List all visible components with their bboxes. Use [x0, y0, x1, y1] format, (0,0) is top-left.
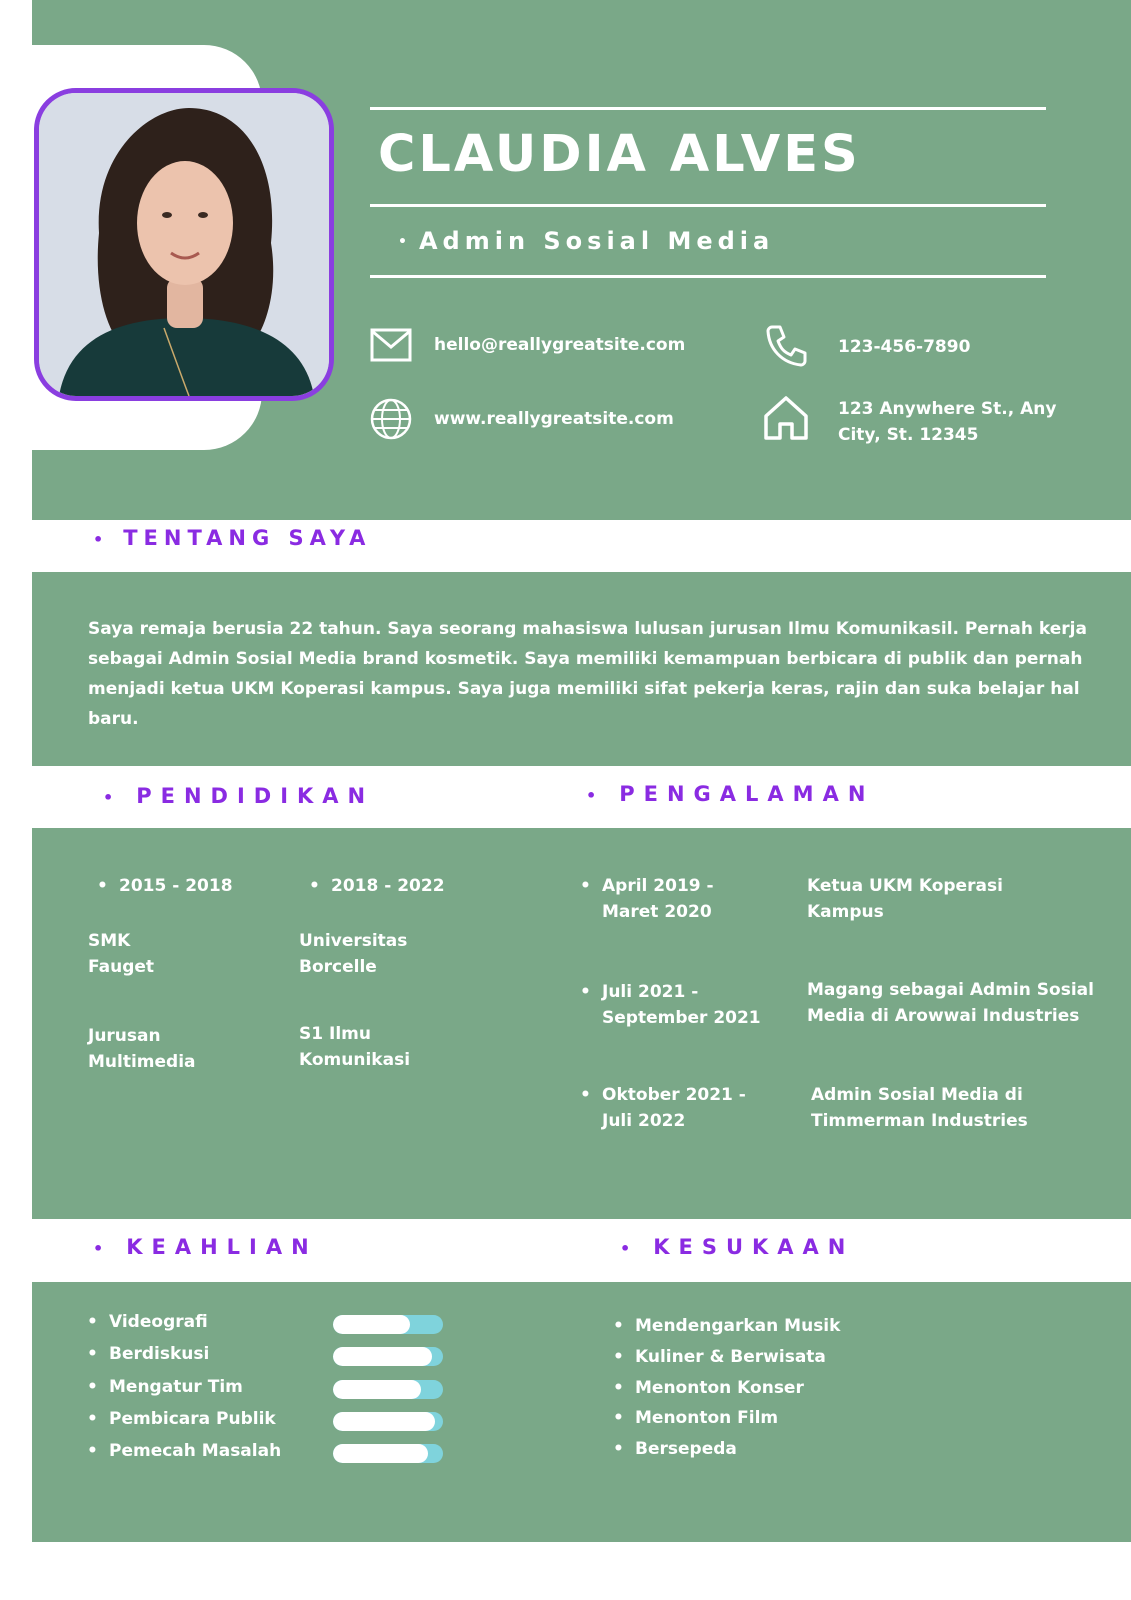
experience-date-line: September 2021	[602, 1008, 761, 1028]
education-school	[299, 928, 407, 980]
heading-experience-text: PENGALAMAN	[619, 782, 875, 806]
experience-role	[811, 1082, 1028, 1134]
hobby-item: • Kuliner & Berwisata	[635, 1344, 826, 1370]
person-silhouette	[39, 93, 329, 396]
about-line: Saya remaja berusia 22 tahun. Saya seorang mahasiswa lulusan jurusan Ilmu Komunikasil. Pernah kerja	[88, 619, 1087, 639]
skill-label: • Berdiskusi	[109, 1341, 209, 1367]
skill-level-bar	[333, 1412, 443, 1431]
education-school-line: SMK	[88, 931, 131, 951]
skill-label: • Pemecah Masalah	[109, 1438, 281, 1464]
skill-level-bar	[333, 1315, 443, 1334]
heading-experience: • PENGALAMAN	[586, 782, 875, 806]
skill-label: • Mengatur Tim	[109, 1374, 243, 1400]
heading-about-text: TENTANG SAYA	[123, 526, 372, 550]
skill-label: • Pembicara Publik	[109, 1406, 276, 1432]
education-school-line: Borcelle	[299, 957, 377, 977]
experience-role-line: Timmerman Industries	[811, 1111, 1028, 1131]
education-years: • 2015 - 2018	[119, 873, 233, 899]
experience-date-line: Maret 2020	[602, 902, 712, 922]
hobby-item: • Bersepeda	[635, 1436, 737, 1462]
heading-hobbies-text: KESUKAAN	[653, 1235, 855, 1259]
experience-role	[807, 977, 1094, 1029]
about-text	[88, 614, 1098, 734]
education-school	[88, 928, 154, 980]
education-school-line: Fauget	[88, 957, 155, 977]
experience-date	[602, 1082, 746, 1134]
envelope-icon	[370, 328, 412, 362]
header-rule-middle	[370, 204, 1046, 207]
skill-level-bar	[333, 1444, 443, 1463]
header-rule-top	[370, 107, 1046, 110]
education-major	[88, 1023, 196, 1075]
skill-level-bar	[333, 1347, 443, 1366]
hobby-item: • Mendengarkan Musik	[635, 1313, 840, 1339]
house-icon	[762, 394, 810, 442]
job-title	[398, 227, 774, 255]
website-link[interactable]: www.reallygreatsite.com	[434, 409, 674, 429]
experience-role	[807, 873, 1003, 925]
heading-skills: • KEAHLIAN	[93, 1235, 318, 1259]
skill-level-fill	[333, 1380, 421, 1399]
education-years: • 2018 - 2022	[331, 873, 445, 899]
heading-hobbies: • KESUKAAN	[620, 1235, 855, 1259]
address-line-1: 123 Anywhere St., Any	[838, 399, 1057, 419]
education-major-line: Jurusan	[88, 1026, 161, 1046]
email-link[interactable]: hello@reallygreatsite.com	[434, 335, 686, 355]
experience-role-line: Media di Arowwai Industries	[807, 1006, 1080, 1026]
profile-photo	[34, 88, 334, 401]
heading-skills-text: KEAHLIAN	[126, 1235, 318, 1259]
skill-level-bar	[333, 1380, 443, 1399]
experience-role-line: Magang sebagai Admin Sosial	[807, 980, 1094, 1000]
education-major-line: S1 Ilmu	[299, 1024, 371, 1044]
experience-date-line: • April 2019 -	[602, 876, 714, 896]
experience-date-line: • Oktober 2021 -	[602, 1085, 746, 1105]
globe-icon	[370, 398, 412, 440]
hobby-item: • Menonton Film	[635, 1405, 778, 1431]
heading-education-text: PENDIDIKAN	[136, 784, 375, 808]
skill-level-fill	[333, 1347, 432, 1366]
experience-date-line: • Juli 2021 -	[602, 982, 699, 1002]
skill-level-fill	[333, 1412, 435, 1431]
about-line: menjadi ketua UKM Koperasi kampus. Saya juga memiliki sifat pekerja keras, rajin dan suka belajar hal baru.	[88, 679, 1080, 729]
phone-number: 123-456-7890	[838, 337, 971, 357]
job-title-text: Admin Sosial Media	[418, 227, 775, 255]
experience-date	[602, 873, 714, 925]
experience-date-line: Juli 2022	[602, 1111, 686, 1131]
skill-level-fill	[333, 1444, 428, 1463]
heading-education: • PENDIDIKAN	[103, 784, 375, 808]
address	[838, 396, 1056, 448]
heading-about: • TENTANG SAYA	[93, 526, 372, 550]
education-major	[299, 1021, 410, 1073]
bullet-dot: •	[398, 234, 407, 250]
education-major-line: Multimedia	[88, 1052, 196, 1072]
education-major-line: Komunikasi	[299, 1050, 411, 1070]
phone-icon	[764, 323, 808, 367]
hobby-item: • Menonton Konser	[635, 1375, 804, 1401]
about-line: sebagai Admin Sosial Media brand kosmetik. Saya memiliki kemampuan berbicara di publik dan pernah	[88, 649, 1083, 669]
person-name: CLAUDIA ALVES	[378, 125, 861, 184]
experience-role-line: Ketua UKM Koperasi	[807, 876, 1003, 896]
address-line-2: City, St. 12345	[838, 425, 979, 445]
skill-level-fill	[333, 1315, 410, 1334]
experience-date	[602, 979, 761, 1031]
education-school-line: Universitas	[299, 931, 408, 951]
skill-label: • Videografi	[109, 1309, 208, 1335]
experience-role-line: Kampus	[807, 902, 884, 922]
header-rule-bottom	[370, 275, 1046, 278]
experience-role-line: Admin Sosial Media di	[811, 1085, 1023, 1105]
